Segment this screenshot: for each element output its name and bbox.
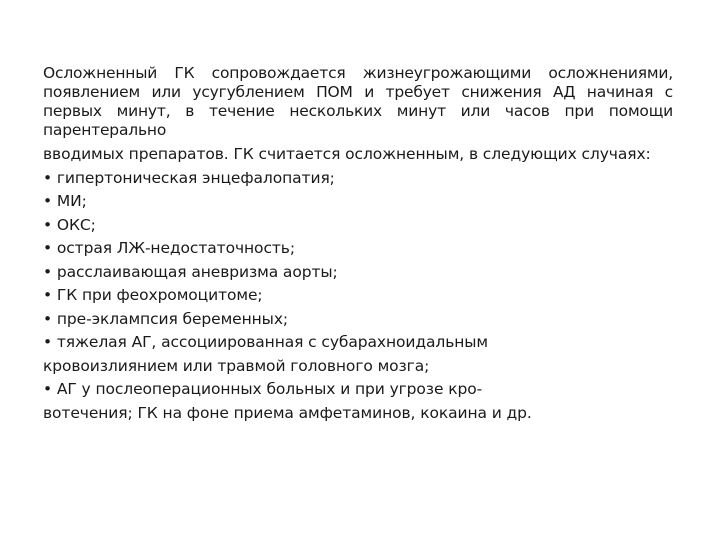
list-item-postoperative: • АГ у послеоперационных больных и при угрозе кро- xyxy=(43,380,483,398)
text-body xyxy=(43,64,673,425)
list-item-preeclampsia: • пре-эклампсия беременных; xyxy=(43,309,289,328)
list-item-severe-ag: • тяжелая АГ, ассоциированная с субарахноидальным xyxy=(43,333,489,351)
list-item-heart-failure: • острая ЛЖ-недостаточность; xyxy=(43,239,295,257)
list-item-oks: • ОКС; xyxy=(43,215,96,234)
text-line-continuation-2: вотечения; ГК на фоне приема амфетаминов, кокаина и др. xyxy=(43,403,532,422)
text-line-continuation-1: кровоизлиянием или травмой головного мозга; xyxy=(43,356,430,375)
text-line-1: вводимых препаратов. ГК считается осложненным, в следующих случаях: xyxy=(43,145,651,163)
list-item-pheochromocytoma: • ГК при феохромоцитоме; xyxy=(43,286,263,304)
list-item-mi: • МИ; xyxy=(43,192,87,210)
intro-paragraph: Осложненный ГК сопровождается жизнеугрожающими осложнениями, появлением или усугублением ПОМ и требует снижения АД начиная с первых минут, в течение нескольких минут или часов при помощи парентерально xyxy=(43,64,673,139)
list-item-encephalopathy: • гипертоническая энцефалопатия; xyxy=(43,168,335,187)
list-item-aortic-dissection: • расслаивающая аневризма аорты; xyxy=(43,262,338,281)
